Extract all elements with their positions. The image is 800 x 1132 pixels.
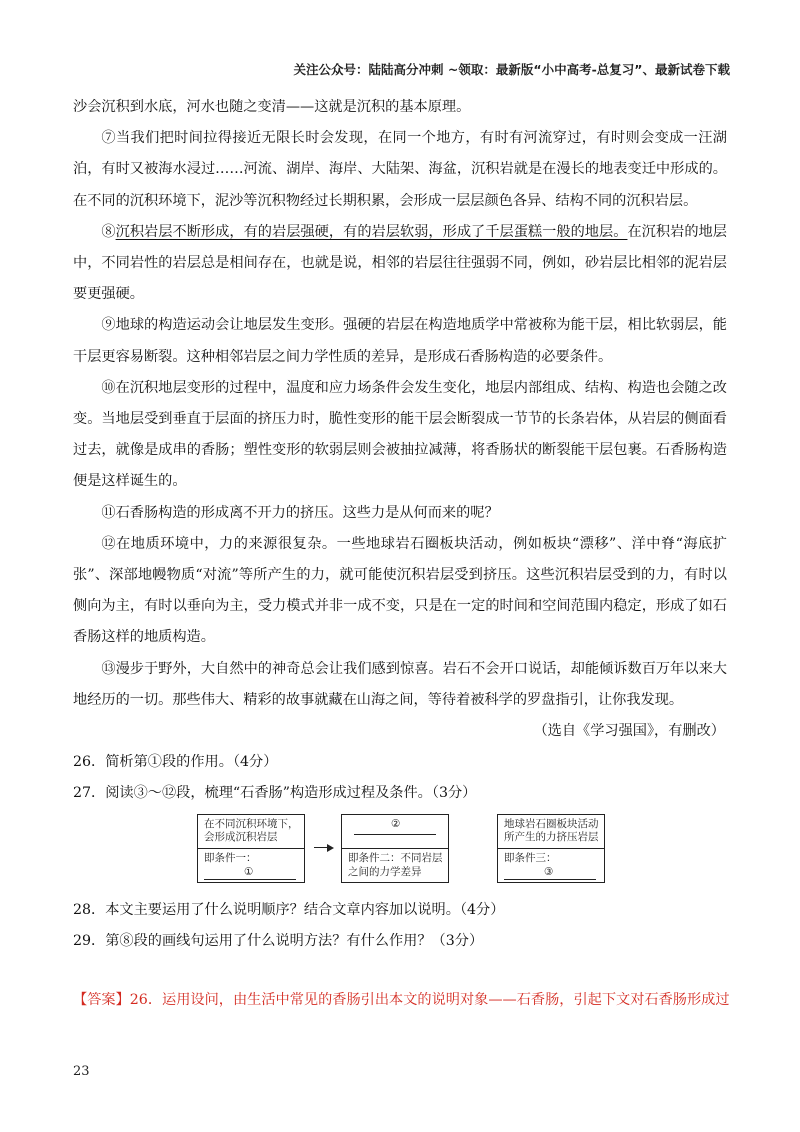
box-2-text-line-2: 之间的力学差异 — [348, 866, 422, 878]
diagram-box-2 — [341, 814, 449, 883]
box-3-text-line-2: 所产生的力挤压岩层 — [504, 831, 599, 843]
paragraph-8-rest: 在沉积岩的地层中，不同岩性的岩层总是相间存在，也就是说，相邻的岩层往往强弱不同，例如，砂岩层比相邻的泥岩层要更强硬。 — [73, 223, 727, 303]
paragraph-10: ⑩在沉积地层变形的过程中，温度和应力场条件会发生变化，地层内部组成、结构、构造也会随之改变。当地层受到垂直于层面的挤压力时，脆性变形的能干层会断裂成一节节的长条岩体，从岩层的侧面看过去，就像是成串的香肠；塑性变形的软弱层则会被抽拉减薄，将香肠状的断裂能干层包裹。石香肠构造便是这样诞生的。 — [73, 379, 727, 490]
paragraph-9: ⑨地球的构造运动会让地层发生变形。强硬的岩层在构造地质学中常被称为能干层，相比软弱层，能干层更容易断裂。这种相邻岩层之间力学性质的差异，是形成石香肠构造的必要条件。 — [73, 317, 727, 365]
question-29: 29．第⑧段的画线句运用了什么说明方法？有什么作用？（3分） — [73, 933, 484, 950]
formation-process-diagram — [0, 806, 800, 888]
box-3-condition-label: 即条件三： — [504, 852, 557, 864]
box-2-blank-number: ② — [391, 818, 401, 830]
box-1-blank-number: ① — [244, 866, 254, 878]
page-header: 关注公众号：陆陆高分冲刺 ~领取：最新版“小中高考-总复习”、最新试卷下载 — [293, 62, 730, 77]
box-3-blank-number: ③ — [544, 866, 554, 878]
diagram-box-3 — [497, 814, 605, 883]
question-26: 26．简析第①段的作用。（4分） — [73, 754, 278, 771]
paragraph-continuation: 沙会沉积到水底，河水也随之变清——这就是沉积的基本原理。 — [73, 99, 471, 115]
passage — [73, 92, 727, 810]
answer-line — [73, 989, 733, 1009]
paragraph-8-number: ⑧ — [101, 223, 116, 240]
paragraph-7: ⑦当我们把时间拉得接近无限长时会发现，在同一个地方，有时有河流穿过，有时则会变成一汪湖泊，有时又被海水浸过……河流、湖岸、海岸、大陆架、海盆，沉积岩就是在漫长的地表变迁中形成的。在不同的沉积环境下，泥沙等沉积物经过长期积累，会形成一层层颜色各异、结构不同的沉积岩层。 — [73, 130, 727, 209]
answer-label: 【答案】 — [73, 992, 130, 1008]
diagram-box-1 — [197, 814, 305, 883]
source-citation: （选自《学习强国》，有删改） — [533, 723, 725, 740]
box-2-text-line-1: 即条件二：不同岩层 — [348, 852, 443, 864]
box-1-condition-label: 即条件一： — [204, 852, 257, 864]
paragraph-13: ⑬漫步于野外，大自然中的神奇总会让我们感到惊喜。岩石不会开口说话，却能倾诉数百万年以来大地经历的一切。那些伟大、精彩的故事就藏在山海之间，等待着被科学的罗盘指引，让你我发现。 — [73, 660, 727, 708]
box-1-text-line-2: 会形成沉积岩层 — [204, 831, 278, 843]
page-number: 23 — [73, 1064, 90, 1079]
answer-text: 26．运用设问，由生活中常见的香肠引出本文的说明对象——石香肠，引起下文对石香肠形成过 — [129, 992, 730, 1008]
paragraph-12: ⑫在地质环境中，力的来源很复杂。一些地球岩石圈板块活动，例如板块“漂移”、洋中脊“海底扩张”、深部地幔物质“对流”等所产生的力，就可能使沉积岩层受到挤压。这些沉积岩层受到的力，有时以侧向为主，有时以垂向为主，受力模式并非一成不变，只是在一定的时间和空间范围内稳定，形成了如石香肠这样的地质构造。 — [73, 535, 727, 646]
questions-continued — [73, 895, 727, 957]
question-27: 27．阅读③～⑫段，梳理“石香肠”构造形成过程及条件。（3分） — [73, 785, 477, 802]
box-1-text-line-1: 在不同沉积环境下， — [204, 818, 299, 830]
underlined-sentence: 沉积岩层不断形成，有的岩层强硬，有的岩层软弱，形成了千层蛋糕一般的地层。 — [115, 223, 628, 240]
paragraph-8 — [73, 217, 727, 311]
paragraph-11: ⑪石香肠构造的形成离不开力的挤压。这些力是从何而来的呢？ — [101, 504, 499, 521]
question-28: 28．本文主要运用了什么说明顺序？结合文章内容加以说明。（4分） — [73, 902, 505, 918]
arrow-icon — [314, 847, 328, 848]
box-3-text-line-1: 地球岩石圈板块活动 — [504, 818, 599, 830]
